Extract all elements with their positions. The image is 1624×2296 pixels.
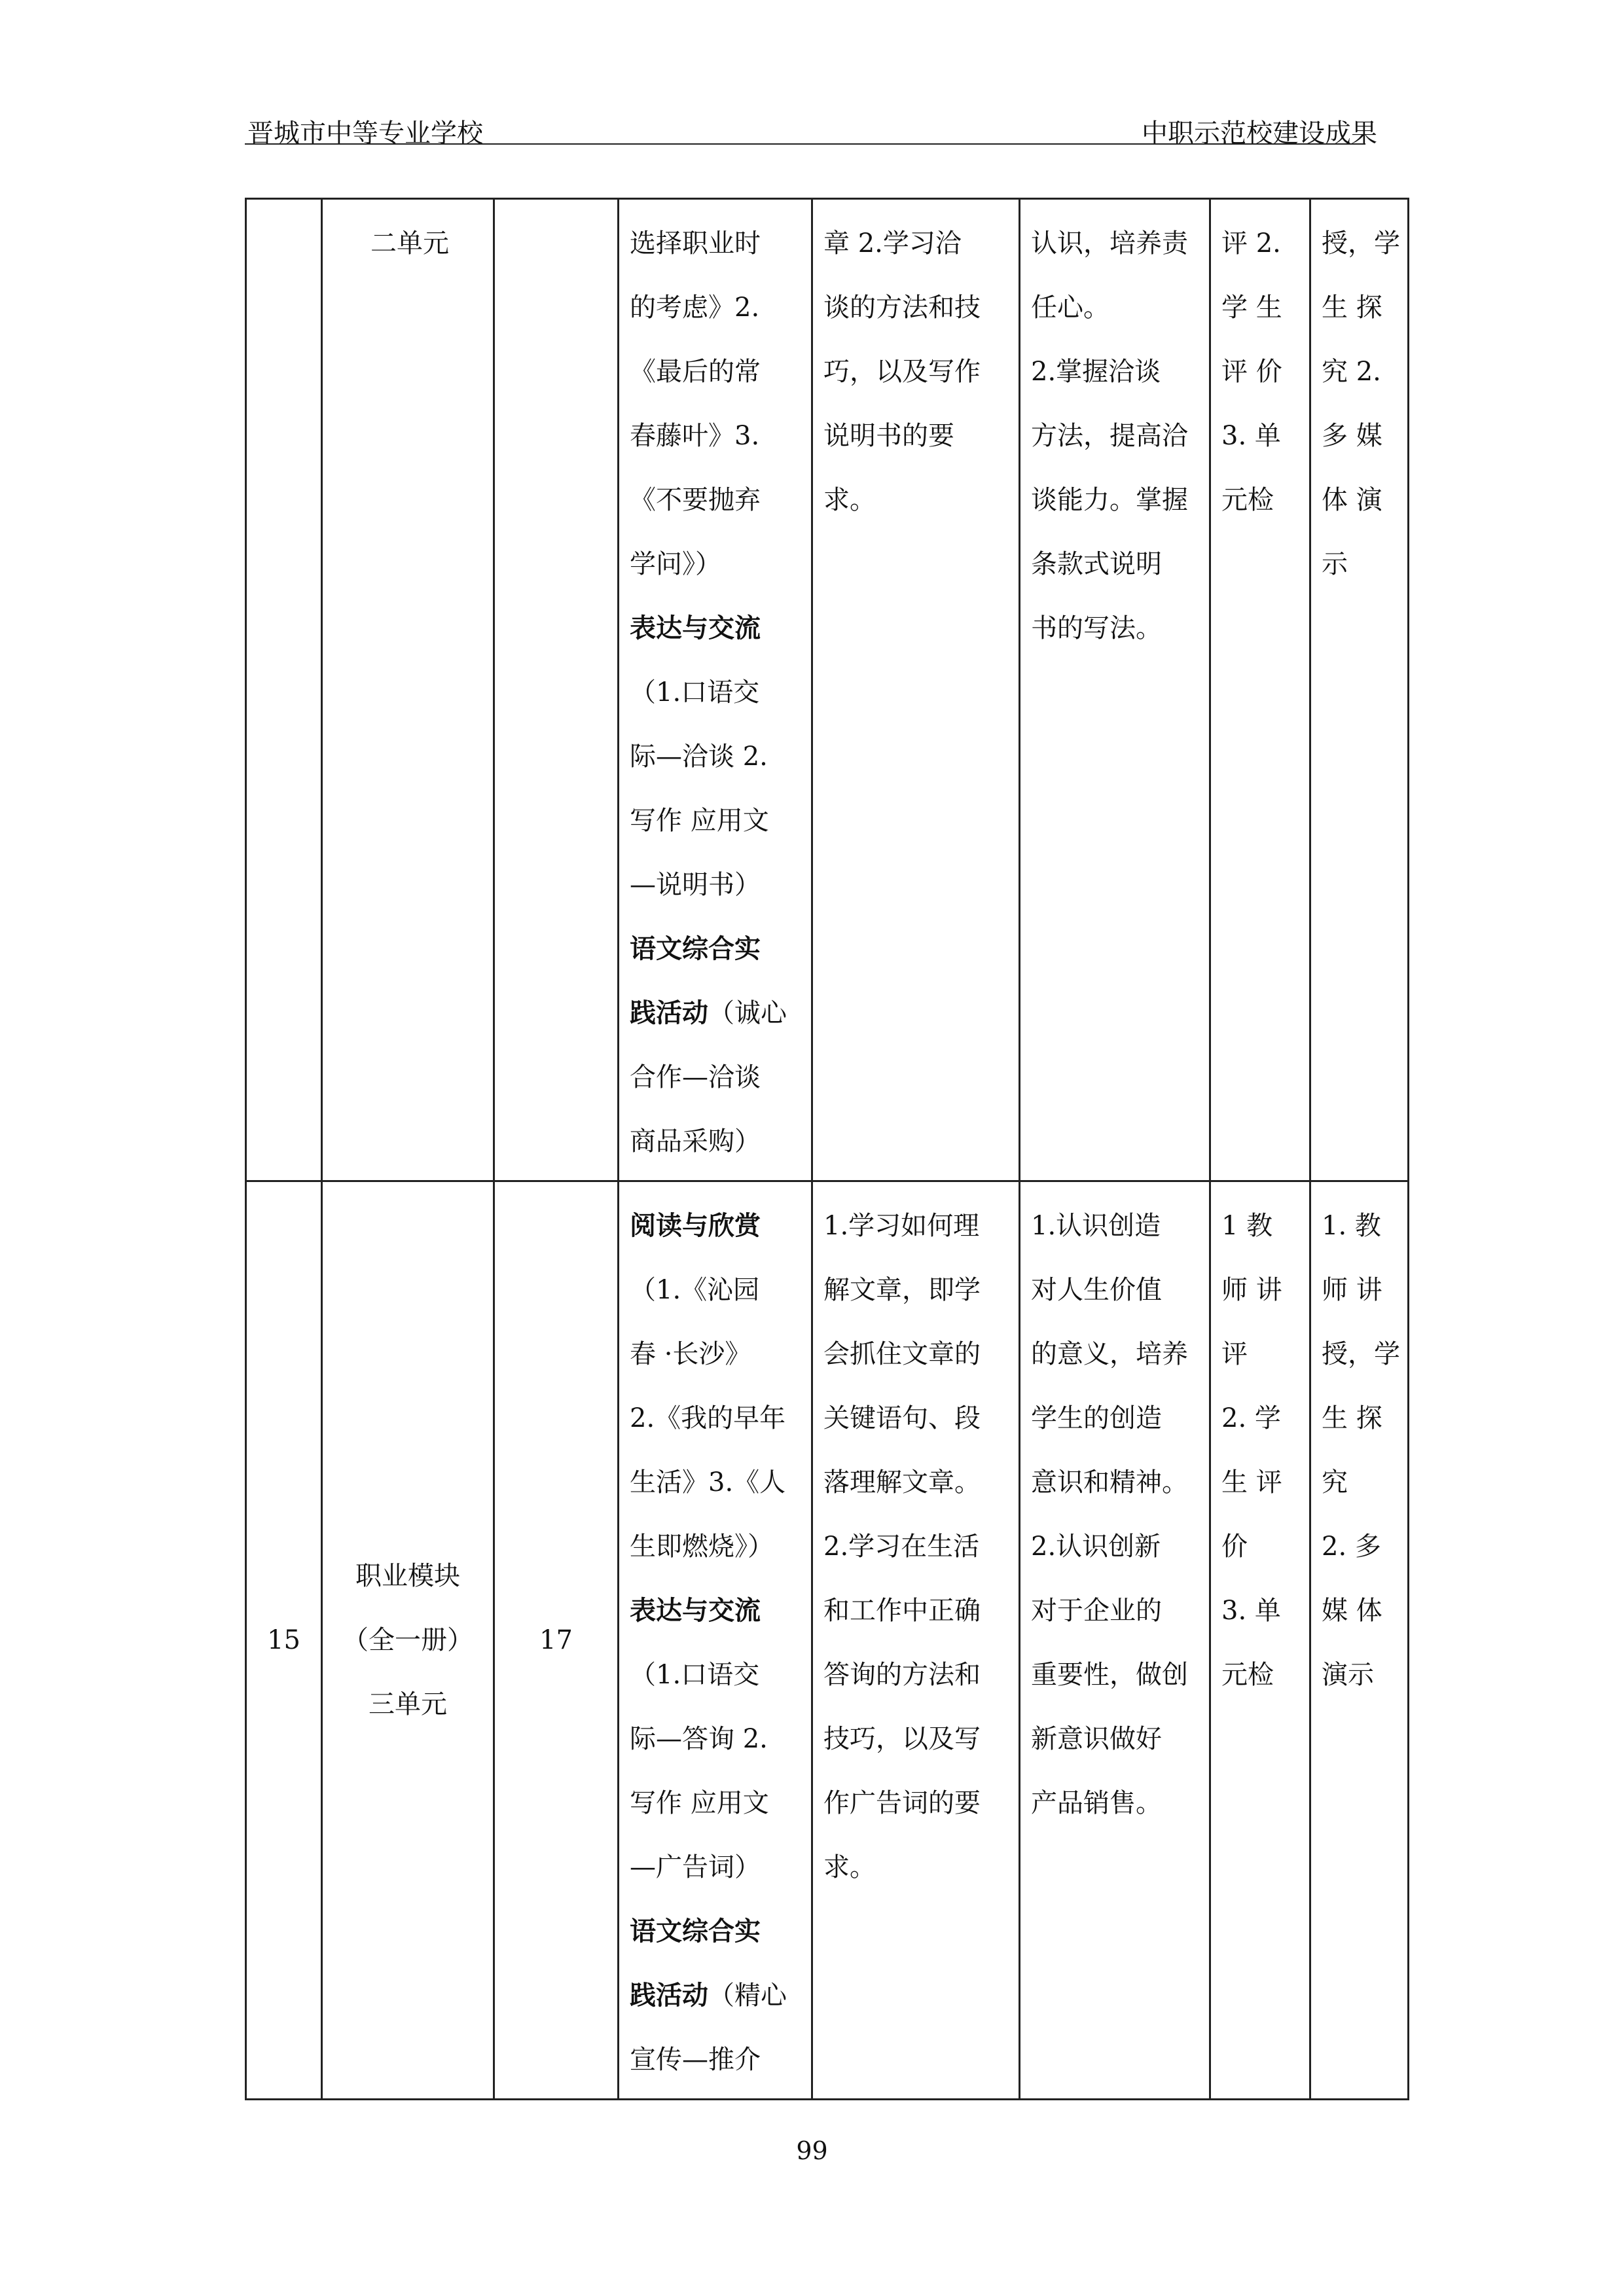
header-title: 中职示范校建设成果 [1142,118,1377,149]
ability-line: 对于企业的 [1031,1596,1162,1626]
assessment-line: 评 价 [1221,357,1282,387]
method-line: 2. 多 [1322,1532,1381,1562]
ability-line: 重要性，做创 [1031,1660,1188,1690]
ability-line: 新意识做好 [1031,1724,1162,1754]
content-line-heading: 践活动 [630,997,708,1028]
knowledge-line: 和工作中正确 [823,1596,981,1626]
content-line-rest: （精心 [708,1981,787,2011]
content-line-rest: （诚心 [708,998,787,1028]
content-line: 的考虑》2. [630,293,760,323]
ability-line: 任心。 [1031,293,1110,323]
method-line: 授，学 [1322,1339,1400,1369]
content-line: 生即燃烧》） [630,1532,774,1562]
content-line: —说明书） [630,870,761,900]
assessment-line: 2. 学 [1221,1403,1281,1433]
knowledge-line: 作广告词的要 [823,1788,981,1818]
assessment-line: 1 教 [1221,1211,1273,1241]
ability-line: 意识和精神。 [1031,1467,1188,1498]
knowledge-line: 关键语句、段 [823,1403,981,1433]
content-line: 语文综合实 [630,1916,761,1946]
method-line: 示 [1322,549,1348,579]
content-cell [619,199,812,1181]
content-line: 表达与交流 [630,1595,761,1626]
assessment-line: 3. 单 [1221,1596,1281,1626]
knowledge-cell [812,199,1020,1181]
method-line: 多 媒 [1322,421,1382,451]
content-line: 《最后的常 [630,357,761,387]
header-school-name: 晋城市中等专业学校 [247,118,483,149]
content-line: 宣传—推介 [630,2045,761,2075]
method-line: 生 探 [1322,1403,1382,1433]
unit-cell [322,1181,494,2100]
knowledge-line: 说明书的要 [823,421,954,451]
content-line [630,981,804,1045]
hours-cell: 17 [494,1181,619,2100]
assessment-line: 价 [1221,1532,1248,1562]
content-line: 春藤叶》3. [630,421,760,451]
page-number: 99 [796,2136,828,2165]
unit-line: 职业模块 [355,1561,460,1591]
knowledge-line: 落理解文章。 [823,1467,981,1498]
hours-cell [494,199,619,1181]
lesson-number-cell: 15 [246,1181,322,2100]
content-line: 生活》3.《人 [630,1467,786,1498]
knowledge-line: 求。 [823,1852,876,1882]
ability-line: 2.认识创新 [1031,1532,1161,1562]
content-line: （1.口语交 [630,1660,760,1690]
method-line: 究 [1322,1467,1348,1498]
unit-line: 二单元 [370,228,449,259]
ability-line: 的意义，培养 [1031,1339,1188,1369]
assessment-line: 学 生 [1221,293,1282,323]
content-line: —广告词） [630,1852,761,1882]
content-line: 际—答询 2. [630,1724,768,1754]
method-line: 体 演 [1322,485,1382,515]
method-line: 授，学 [1322,228,1400,259]
content-line: 学问》） [630,549,721,579]
content-line: 语文综合实 [630,933,761,964]
assessment-cell [1210,199,1310,1181]
ability-line: 1.认识创造 [1031,1211,1161,1241]
table-row [246,199,1409,1181]
knowledge-line: 1.学习如何理 [823,1211,980,1241]
content-line: 合作—洽谈 [630,1062,761,1092]
content-line-heading: 践活动 [630,1980,708,2011]
ability-cell [1020,1181,1210,2100]
content-line: 2.《我的早年 [630,1403,786,1433]
unit-line: 三单元 [369,1689,447,1719]
ability-line: 对人生价值 [1031,1275,1162,1305]
content-cell [619,1181,812,2100]
method-line: 演示 [1322,1660,1374,1690]
method-line: 师 讲 [1322,1275,1382,1305]
content-line: 阅读与欣赏 [630,1210,761,1241]
ability-line: 书的写法。 [1031,613,1162,643]
lesson-number-cell [246,199,322,1181]
content-line: 《不要抛弃 [630,485,761,515]
content-line: （1.《沁园 [630,1275,760,1305]
header-divider [245,143,1365,145]
curriculum-table [245,198,1409,2100]
unit-cell [322,199,494,1181]
assessment-line: 元检 [1221,485,1274,515]
content-line [630,1964,804,2028]
knowledge-cell [812,1181,1020,2100]
knowledge-line: 谈的方法和技 [823,293,981,323]
assessment-line: 师 讲 [1221,1275,1282,1305]
ability-cell [1020,199,1210,1181]
assessment-line: 生 评 [1221,1467,1282,1498]
ability-line: 2.掌握洽谈 [1031,357,1161,387]
ability-line: 学生的创造 [1031,1403,1162,1433]
content-line: 写作 应用文 [630,1788,769,1818]
content-line: 表达与交流 [630,613,761,643]
knowledge-line: 会抓住文章的 [823,1339,981,1369]
method-line: 究 2. [1322,357,1381,387]
knowledge-line: 解文章，即学 [823,1275,981,1305]
ability-line: 谈能力。掌握 [1031,485,1188,515]
method-cell [1310,199,1409,1181]
unit-line: （全一册） [342,1625,473,1655]
content-line: （1.口语交 [630,677,760,708]
ability-line: 产品销售。 [1031,1788,1162,1818]
knowledge-line: 章 2.学习洽 [823,228,962,259]
knowledge-line: 求。 [823,485,876,515]
content-line: 际—洽谈 2. [630,742,768,772]
ability-line: 认识，培养责 [1031,228,1188,259]
content-line: 写作 应用文 [630,806,769,836]
knowledge-line: 2.学习在生活 [823,1532,980,1562]
method-line: 媒 体 [1322,1596,1382,1626]
method-line: 1. 教 [1322,1211,1381,1241]
ability-line: 条款式说明 [1031,549,1162,579]
table-row [246,1181,1409,2100]
method-line: 生 探 [1322,293,1382,323]
assessment-line: 3. 单 [1221,421,1281,451]
assessment-cell [1210,1181,1310,2100]
knowledge-line: 技巧，以及写 [823,1724,981,1754]
assessment-line: 评 2. [1221,228,1281,259]
ability-line: 方法，提高洽 [1031,421,1188,451]
content-line: 商品采购） [630,1126,761,1157]
assessment-line: 评 [1221,1339,1248,1369]
assessment-line: 元检 [1221,1660,1274,1690]
knowledge-line: 巧，以及写作 [823,357,981,387]
content-line: 选择职业时 [630,228,761,259]
content-line: 春 ·长沙》 [630,1339,751,1369]
knowledge-line: 答询的方法和 [823,1660,981,1690]
method-cell [1310,1181,1409,2100]
